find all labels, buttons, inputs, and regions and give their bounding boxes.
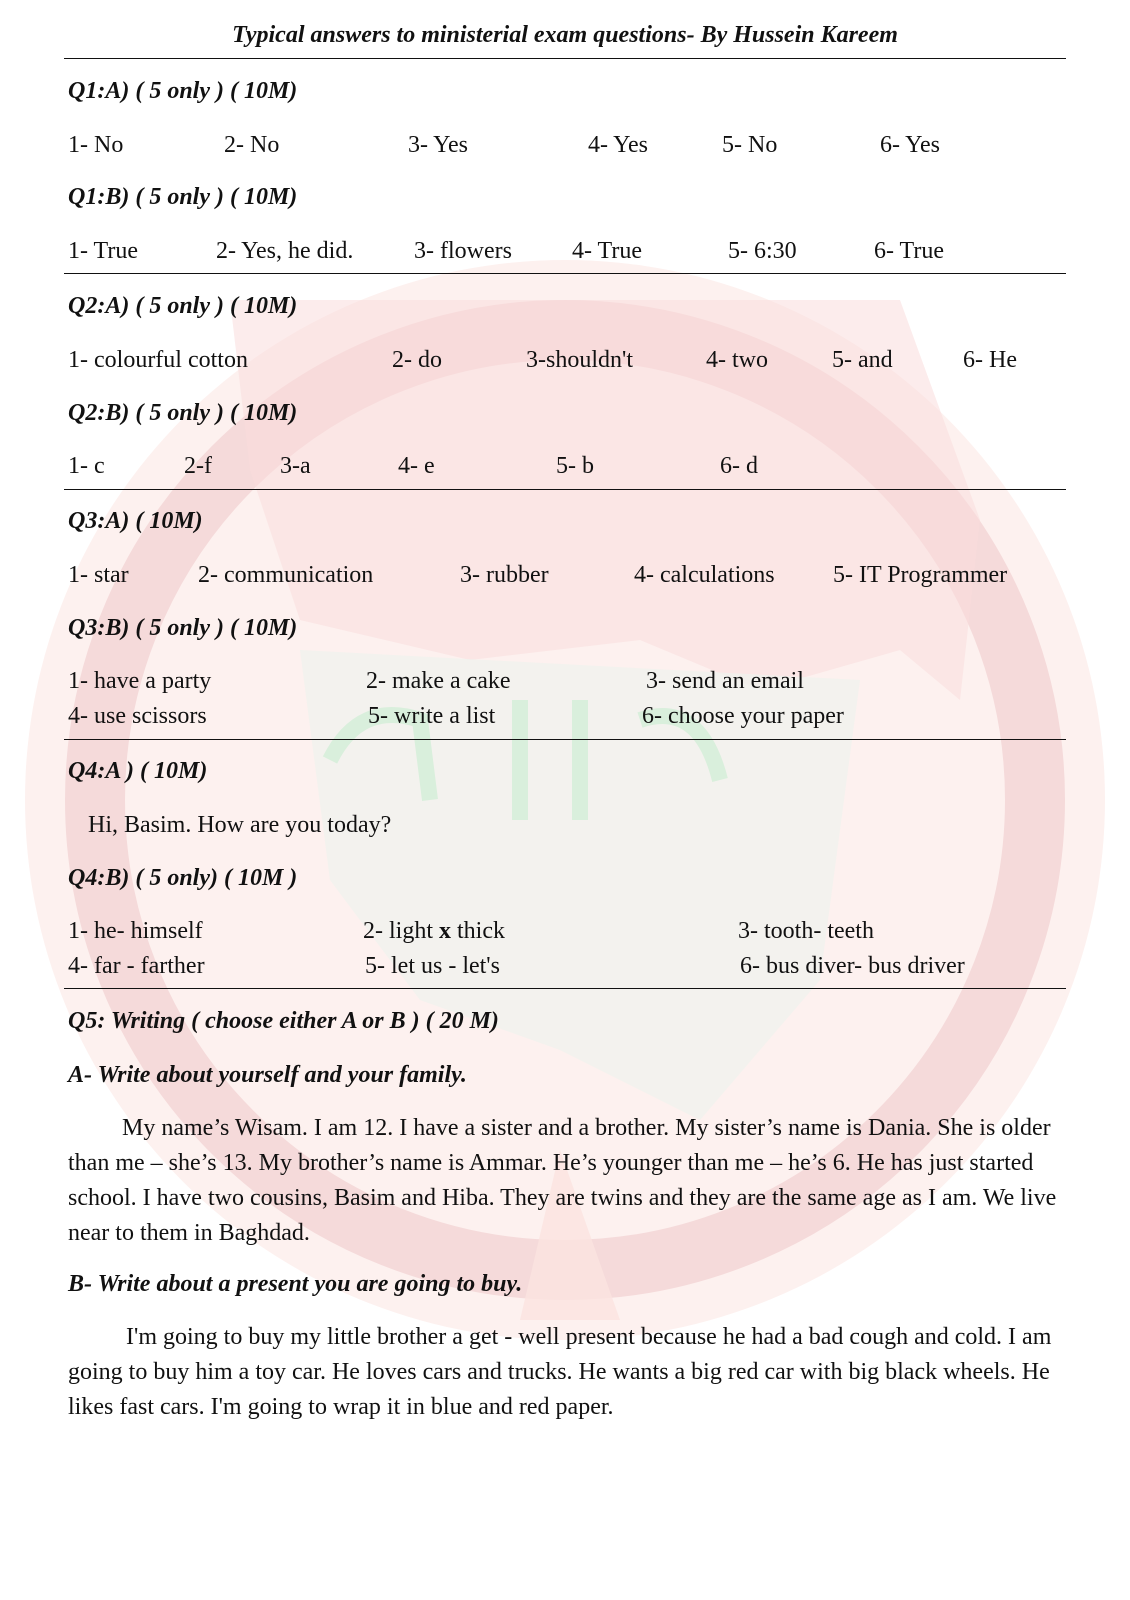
q4b-answer-4: 4- far - farther (68, 953, 205, 979)
q1b-answer-6: 6- True (874, 238, 945, 264)
q4b-answer-1: 1- he- himself (68, 918, 203, 944)
q2b-answer-6: 6- d (720, 453, 758, 479)
q3b-answer-4: 4- use scissors (68, 703, 207, 729)
q3a-answer-4: 4- calculations (634, 562, 775, 588)
q2b-answer-4: 4- e (398, 453, 435, 479)
q3a-answer-5: 5- IT Programmer (833, 562, 1008, 588)
q5-b-text: I'm going to buy my little brother a get - well present because he had a bad cough and cold. I am going to buy him a toy car. He loves cars and trucks. He wants a big red car with big black wheels. He likes fast cars. I'm going to wrap it in blue and red paper. (68, 1324, 1052, 1420)
q4b-answer-3: 3- tooth- teeth (738, 918, 874, 944)
q4a-label: Q4:A ) ( 10M) (68, 758, 208, 784)
q5-b-heading: B- Write about a present you are going to buy. (68, 1271, 523, 1297)
q2a-answer-2: 2- do (392, 347, 442, 373)
divider (64, 988, 1066, 989)
page-title: Typical answers to ministerial exam questions- By Hussein Kareem (232, 22, 898, 48)
q4b-label: Q4:B) ( 5 only) ( 10M ) (68, 865, 298, 891)
q1b-label: Q1:B) ( 5 only ) ( 10M) (68, 184, 298, 210)
q4b-answer-5: 5- let us - let's (365, 953, 500, 979)
q3b-answer-6: 6- choose your paper (642, 703, 844, 729)
q1b-answer-3: 3- flowers (414, 238, 512, 264)
q1a-answer-6: 6- Yes (880, 132, 941, 158)
q2a-label: Q2:A) ( 5 only ) ( 10M) (68, 293, 298, 319)
q4b-answer-6: 6- bus diver- bus driver (740, 953, 965, 979)
q2b-answer-5: 5- b (556, 453, 594, 479)
q2b-answer-2: 2-f (184, 453, 212, 479)
q1b-answer-4: 4- True (572, 238, 643, 264)
q2a-answer-5: 5- and (832, 347, 893, 373)
divider (64, 489, 1066, 490)
divider (64, 273, 1066, 274)
q1b-answer-5: 5- 6:30 (728, 238, 797, 264)
q3a-answer-3: 3- rubber (460, 562, 549, 588)
q2a-answer-1: 1- colourful cotton (68, 347, 248, 373)
divider (64, 739, 1066, 740)
q1a-answer-5: 5- No (722, 132, 778, 158)
q1a-answer-3: 3- Yes (408, 132, 469, 158)
q5-a-paragraph (68, 1111, 1058, 1251)
q1b-answer-2: 2- Yes, he did. (216, 238, 354, 264)
q3b-answer-1: 1- have a party (68, 668, 212, 694)
q2a-answer-6: 6- He (963, 347, 1017, 373)
q3b-answer-3: 3- send an email (646, 668, 804, 694)
q1b-answer-1: 1- True (68, 238, 139, 264)
q3a-answer-2: 2- communication (198, 562, 374, 588)
q2b-label: Q2:B) ( 5 only ) ( 10M) (68, 400, 298, 426)
q5-a-text: My name’s Wisam. I am 12. I have a sister and a brother. My sister’s name is Dania. She is older than me – she’s 13. My brother’s name is Ammar. He’s younger than me – he’s 6. He has just started school. I have two cousins, Basim and Hiba. They are twins and they are the same age as I am. We live near to them in Baghdad. (68, 1115, 1057, 1246)
q3b-answer-5: 5- write a list (368, 703, 496, 729)
q1a-answer-2: 2- No (224, 132, 280, 158)
q2b-answer-1: 1- c (68, 453, 105, 479)
q5-label: Q5: Writing ( choose either A or B ) ( 20 M) (68, 1008, 499, 1034)
q4b-answer-2-post: thick (451, 918, 505, 944)
q4a-answer: Hi, Basim. How are you today? (88, 812, 392, 838)
q2a-answer-3: 3-shouldn't (526, 347, 633, 373)
q3b-answer-2: 2- make a cake (366, 668, 511, 694)
divider (64, 58, 1066, 59)
q5-a-heading: A- Write about yourself and your family. (68, 1062, 467, 1088)
q3b-label: Q3:B) ( 5 only ) ( 10M) (68, 615, 298, 641)
q1a-label: Q1:A) ( 5 only ) ( 10M) (68, 78, 298, 104)
q3a-answer-1: 1- star (68, 562, 129, 588)
q4b-answer-2-pre: 2- light (363, 918, 439, 944)
q1a-answer-1: 1- No (68, 132, 124, 158)
q2b-answer-3: 3-a (280, 453, 311, 479)
q5-b-paragraph (68, 1320, 1058, 1425)
q2a-answer-4: 4- two (706, 347, 768, 373)
q4b-answer-2 (363, 918, 505, 945)
q3a-label: Q3:A) ( 10M) (68, 508, 203, 534)
cross-mark: x (439, 918, 451, 944)
q1a-answer-4: 4- Yes (588, 132, 649, 158)
